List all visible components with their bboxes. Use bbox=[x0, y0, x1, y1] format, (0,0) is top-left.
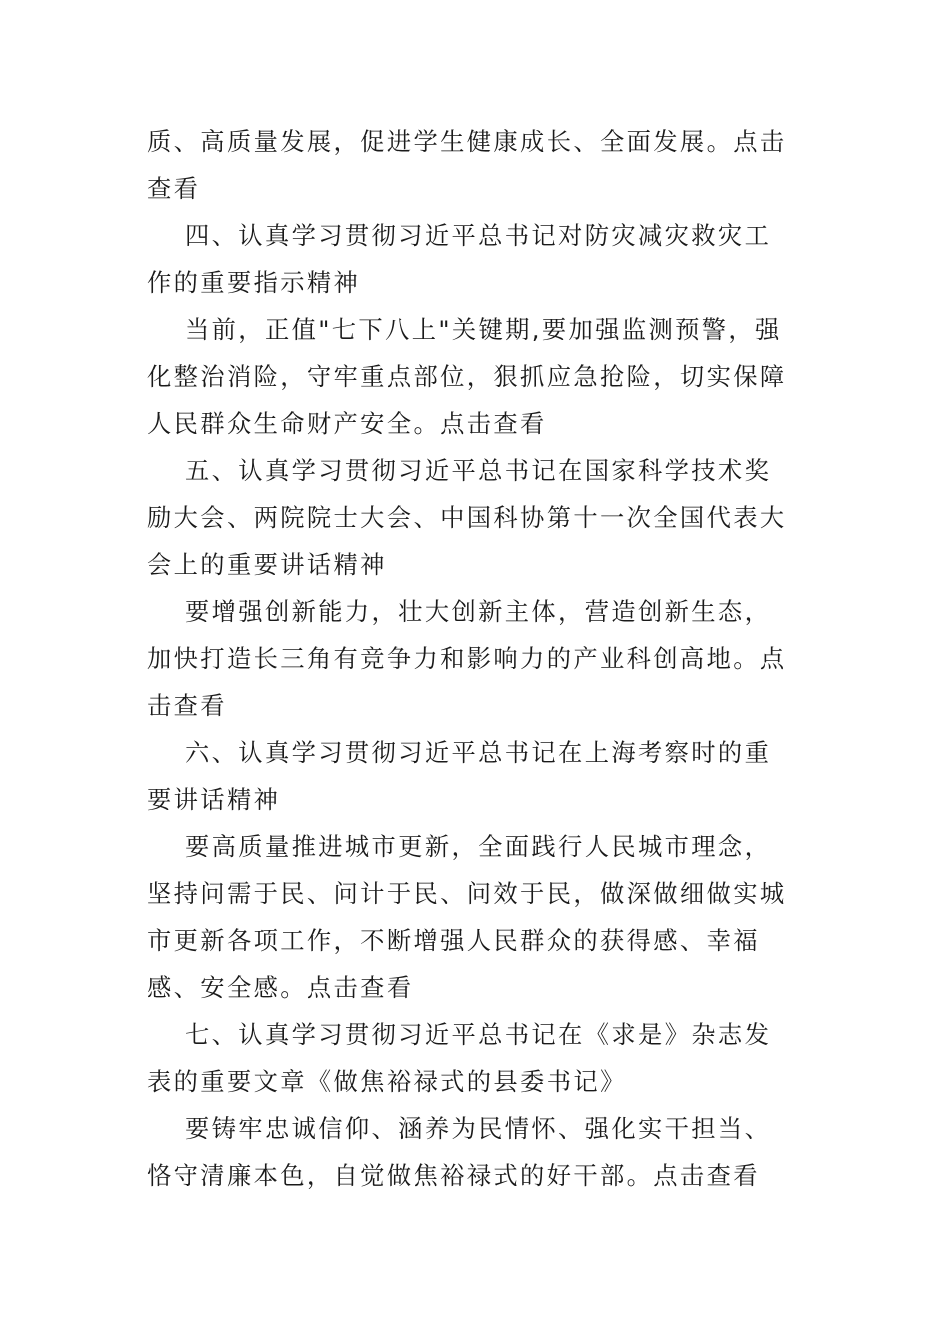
document-body bbox=[147, 118, 797, 1199]
section-heading-7: 七、认真学习贯彻习近平总书记在《求是》杂志发表的重要文章《做焦裕禄式的县委书记》 bbox=[147, 1020, 772, 1096]
section-body-6: 要高质量推进城市更新，全面践行人民城市理念，坚持问需于民、问计于民、问效于民，做深做细做实城市更新各项工作，不断增强人民群众的获得感、幸福感、安全感。点击查看 bbox=[147, 832, 787, 1002]
section-body-7: 要铸牢忠诚信仰、涵养为民情怀、强化实干担当、恪守清廉本色，自觉做焦裕禄式的好干部。点击查看 bbox=[147, 1114, 772, 1190]
section-body-4: 当前，正值"七下八上"关键期,要加强监测预警，强化整治消险，守牢重点部位，狠抓应急抢险，切实保障人民群众生命财产安全。点击查看 bbox=[147, 315, 787, 438]
section-heading-5: 五、认真学习贯彻习近平总书记在国家科学技术奖励大会、两院院士大会、中国科协第十一次全国代表大会上的重要讲话精神 bbox=[147, 456, 787, 579]
section-body-5: 要增强创新能力，壮大创新主体，营造创新生态，加快打造长三角有竞争力和影响力的产业科创高地。点击查看 bbox=[147, 597, 787, 720]
paragraph-continuation: 质、高质量发展，促进学生健康成长、全面发展。点击查看 bbox=[147, 127, 787, 203]
section-heading-6: 六、认真学习贯彻习近平总书记在上海考察时的重要讲话精神 bbox=[147, 738, 772, 814]
section-heading-4: 四、认真学习贯彻习近平总书记对防灾减灾救灾工作的重要指示精神 bbox=[147, 221, 772, 297]
